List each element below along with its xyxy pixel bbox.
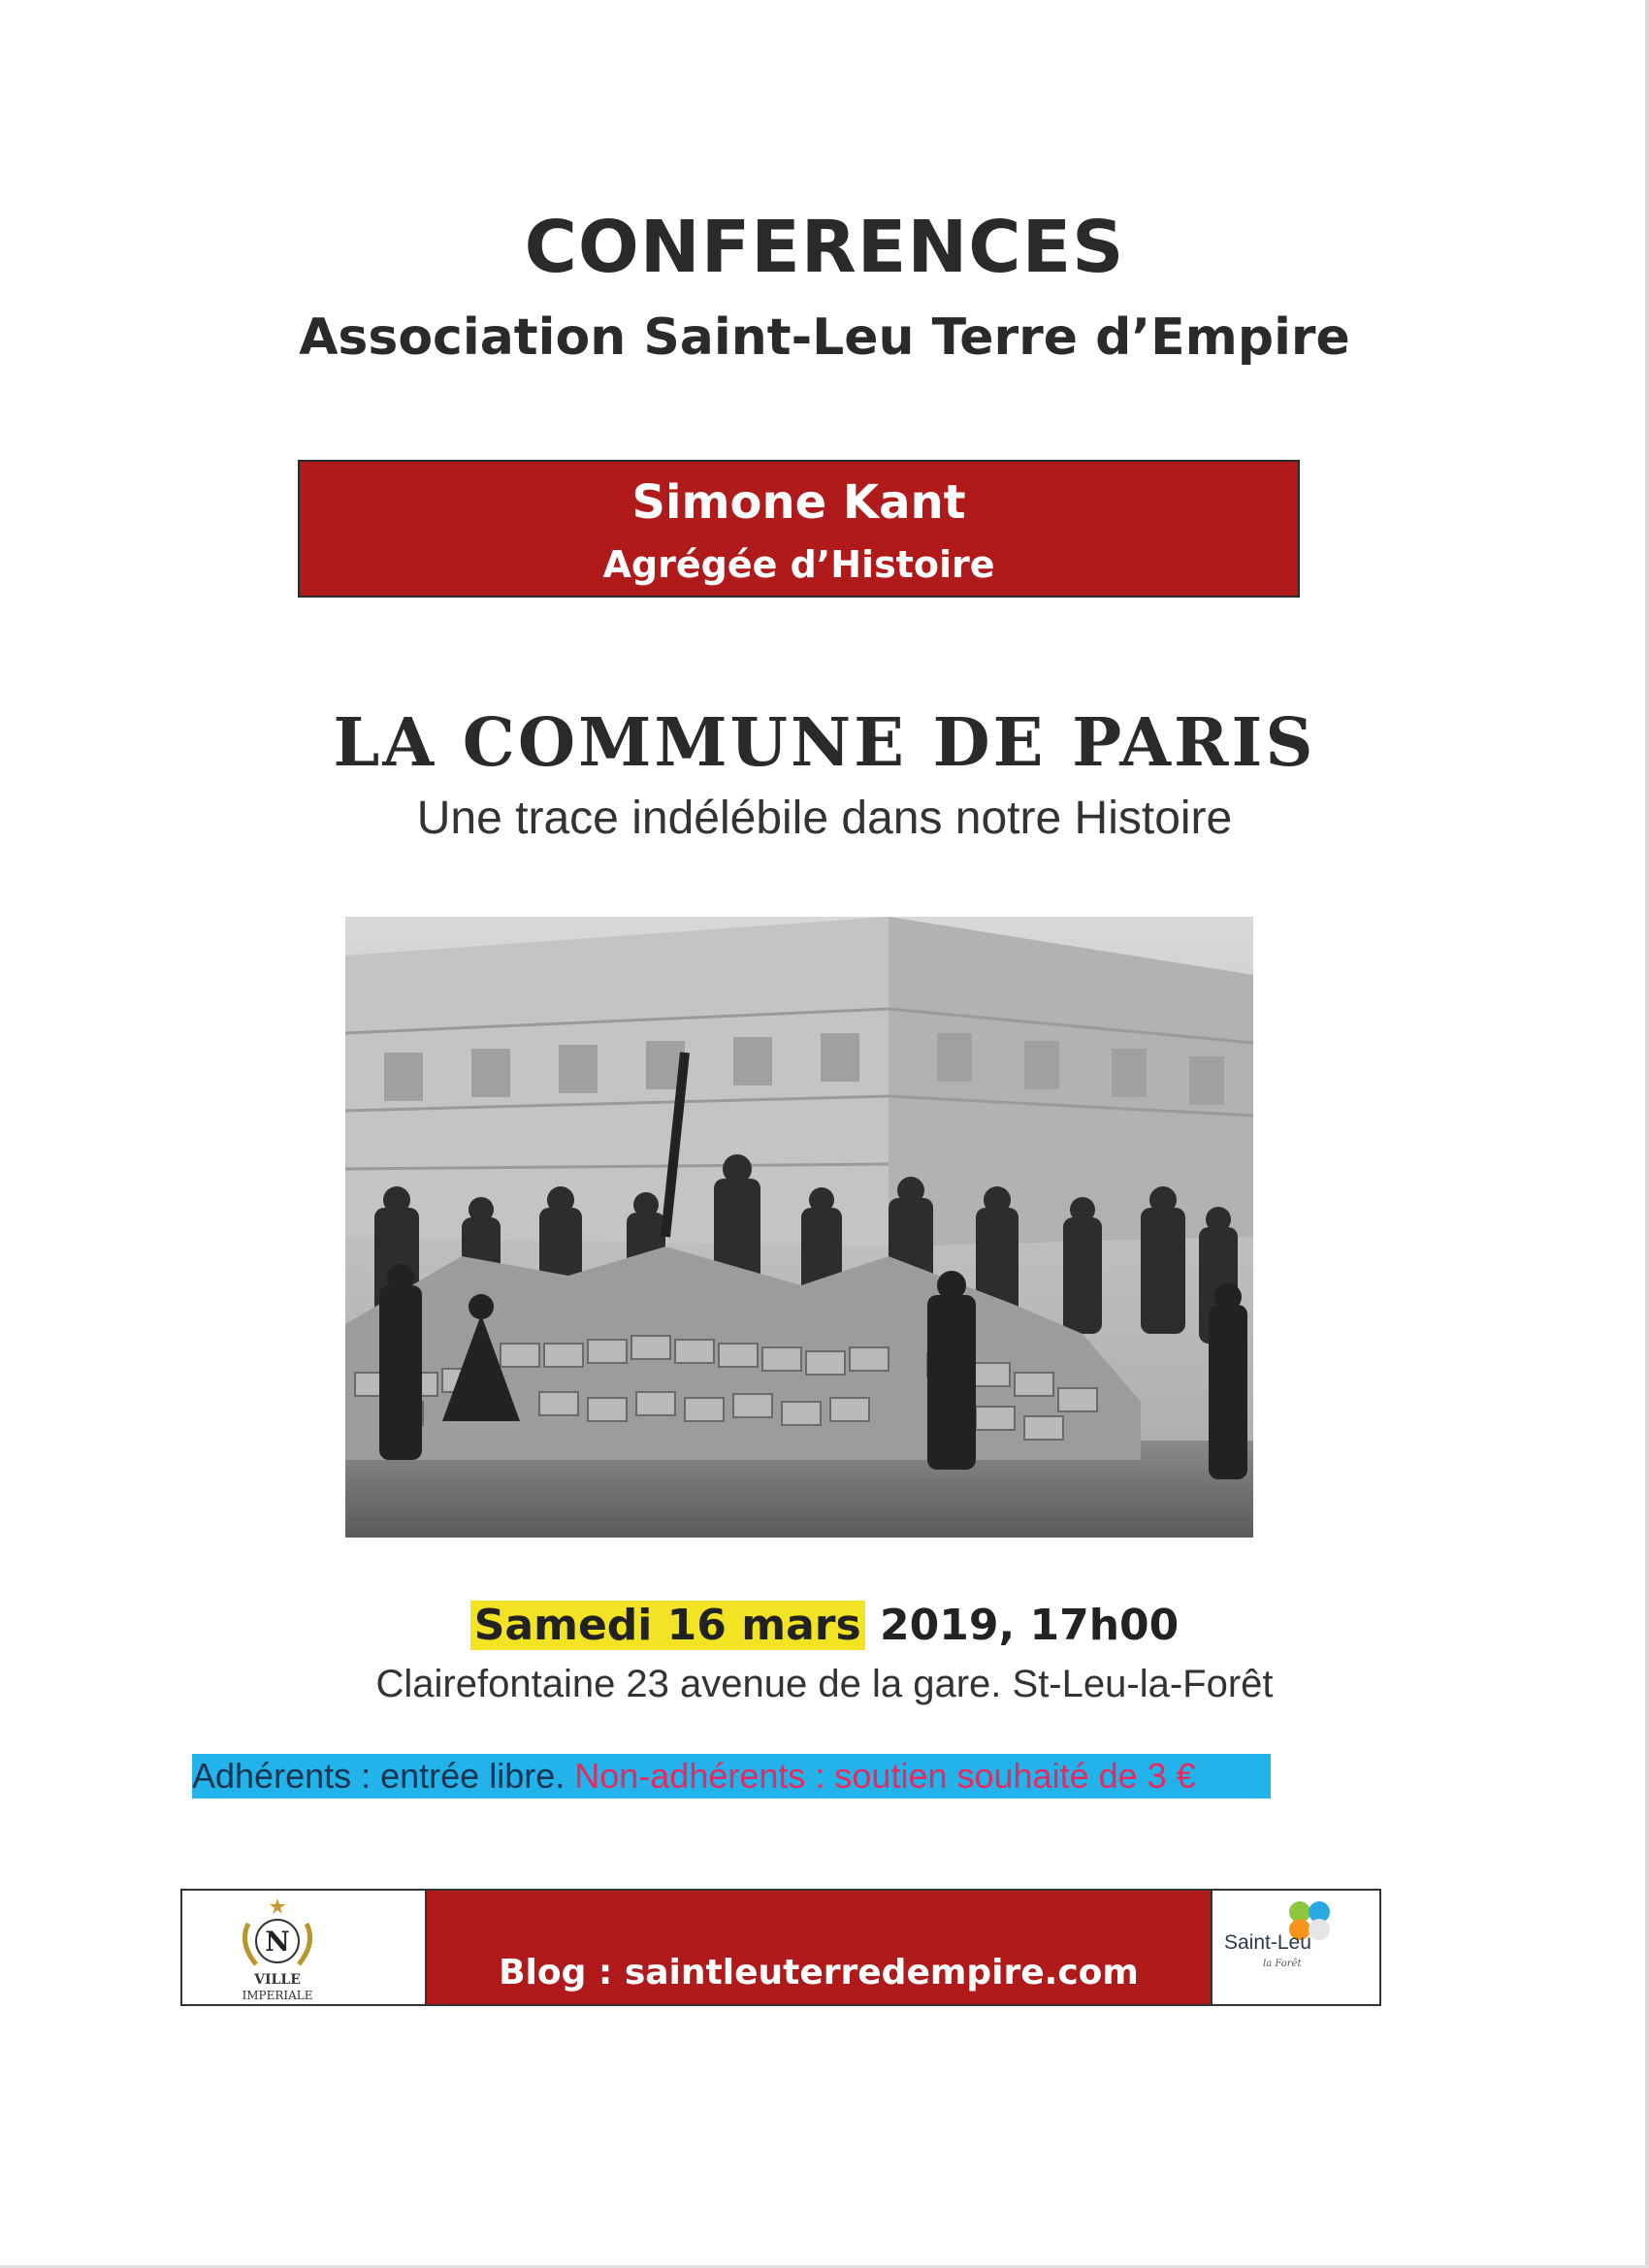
association-name: Association Saint-Leu Terre d’Empire [299,308,1350,367]
fee-members: Adhérents : entrée libre. [192,1756,566,1796]
fee-non-members: Non-adhérents : soutien souhaité de 3 € [574,1756,1196,1796]
saint-leu-logo [1224,1898,1360,1995]
logo-right-name: Saint-Leu [1224,1931,1311,1954]
poster-title: CONFERENCES [524,206,1125,289]
footer-band [180,1889,1381,2006]
svg-text:N: N [265,1926,290,1958]
event-date-line [0,1601,1649,1650]
event-date-highlight: Samedi 16 mars [470,1601,865,1650]
footer-red-panel [425,1891,1212,2004]
topic-title: LA COMMUNE DE PARIS [333,704,1316,782]
barricade-photo [345,917,1253,1538]
speaker-role: Agrégée d’Histoire [602,543,995,586]
logo-left-line2: IMPERIALE [242,1989,313,2002]
blog-address: Blog : saintleuterredempire.com [499,1953,1139,1993]
event-date-rest: 2019, 17h00 [880,1601,1180,1650]
speaker-banner [298,460,1300,598]
barricade-illustration [345,917,1253,1538]
logo-right-sub: la Forêt [1263,1959,1302,1969]
topic-subtitle: Une trace indélébile dans notre Histoire [416,793,1233,844]
fee-band [192,1754,1271,1798]
laurel-crest-icon [210,1895,345,1972]
event-place: Clairefontaine 23 avenue de la gare. St-Leu-la-Forêt [375,1663,1274,1705]
ville-imperiale-logo [210,1895,345,2003]
speaker-name: Simone Kant [631,475,966,530]
logo-left-line1: VILLE [254,1972,301,1988]
